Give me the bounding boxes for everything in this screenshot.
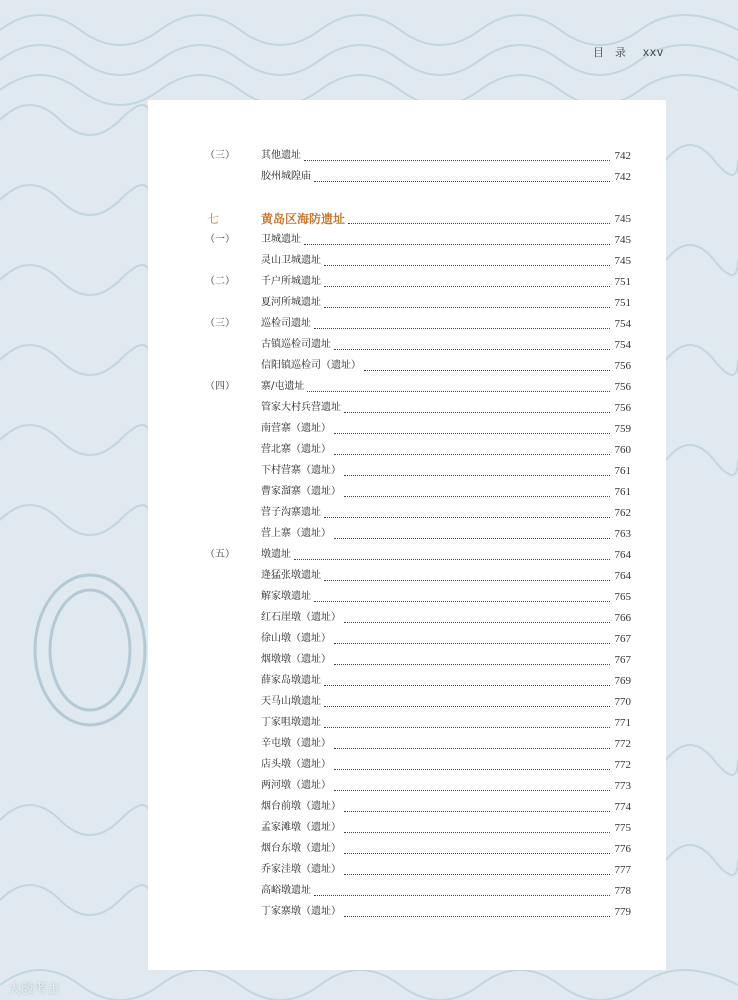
toc-page-number: 764: [613, 545, 632, 565]
toc-title: 逄猛张墩遗址: [261, 566, 324, 586]
toc-leader-dots: [304, 159, 610, 161]
toc-item-row[interactable]: [205, 503, 631, 523]
toc-title: 千户所城遗址: [261, 272, 324, 292]
toc-item-row[interactable]: [205, 692, 631, 712]
toc-leader-dots: [324, 264, 610, 266]
toc-item-row[interactable]: [205, 818, 631, 838]
toc-page-number: 777: [613, 860, 632, 880]
toc-item-row[interactable]: [205, 629, 631, 649]
toc-section-row[interactable]: [205, 209, 631, 229]
toc-subsection-row[interactable]: [205, 545, 631, 565]
toc-leader-dots: [314, 600, 610, 602]
toc-page-number: 759: [613, 419, 632, 439]
toc-title: 管家大村兵营遗址: [261, 398, 344, 418]
toc-page-number: 754: [613, 314, 632, 334]
toc-leader-dots: [307, 390, 610, 392]
toc-leader-dots: [334, 348, 610, 350]
toc-item-row[interactable]: [205, 776, 631, 796]
toc-item-row[interactable]: [205, 335, 631, 355]
toc-leader-dots: [344, 831, 610, 833]
toc-item-row[interactable]: [205, 734, 631, 754]
toc-title: 黄岛区海防遗址: [261, 209, 348, 229]
toc-item-row[interactable]: [205, 524, 631, 544]
toc-title: 辛屯墩（遗址）: [261, 734, 334, 754]
toc-page-number: 745: [613, 209, 632, 229]
toc-page-number: 745: [613, 251, 632, 271]
toc-leader-dots: [334, 768, 610, 770]
toc-title: 徐山墩（遗址）: [261, 629, 334, 649]
toc-page-number: 764: [613, 566, 632, 586]
toc-item-row[interactable]: [205, 482, 631, 502]
toc-title: 解家墩遗址: [261, 587, 314, 607]
toc-number: （三）: [205, 318, 235, 329]
toc-item-row[interactable]: [205, 671, 631, 691]
toc-title: 夏河所城遗址: [261, 293, 324, 313]
toc-leader-dots: [334, 747, 610, 749]
toc-leader-dots: [324, 306, 610, 308]
toc-number: （四）: [205, 381, 235, 392]
toc-title: 墩遗址: [261, 545, 294, 565]
toc-title: 红石崖墩（遗址）: [261, 608, 344, 628]
toc-item-row[interactable]: [205, 293, 631, 313]
toc-title: 古镇巡检司遗址: [261, 335, 334, 355]
toc-page-number: 773: [613, 776, 632, 796]
toc-leader-dots: [324, 726, 610, 728]
toc-number: 七: [207, 212, 220, 226]
toc-title: 其他遗址: [261, 146, 304, 166]
toc-title: 胶州城隍庙: [261, 167, 314, 187]
toc-title: 营北寨（遗址）: [261, 440, 334, 460]
toc-leader-dots: [348, 222, 610, 224]
toc-page-number: 769: [613, 671, 632, 691]
toc-title: 烟台前墩（遗址）: [261, 797, 344, 817]
toc-item-row[interactable]: [205, 755, 631, 775]
toc-leader-dots: [344, 474, 610, 476]
toc-page-number: 767: [613, 629, 632, 649]
toc-subsection-row[interactable]: [205, 377, 631, 397]
toc-page-number: 765: [613, 587, 632, 607]
page-header: [593, 44, 664, 60]
toc-subsection-row[interactable]: [205, 314, 631, 334]
toc-page-number: 756: [613, 377, 632, 397]
toc-number: （二）: [205, 276, 235, 287]
toc-title: 巡检司遗址: [261, 314, 314, 334]
toc-item-row[interactable]: [205, 356, 631, 376]
toc-leader-dots: [344, 915, 610, 917]
header-char: 录: [615, 46, 627, 59]
toc-title: 天马山墩遗址: [261, 692, 324, 712]
toc-page-number: 762: [613, 503, 632, 523]
toc-title: 乔家洼墩（遗址）: [261, 860, 344, 880]
toc-leader-dots: [344, 495, 610, 497]
toc-page-number: 779: [613, 902, 632, 922]
toc-item-row[interactable]: [205, 440, 631, 460]
toc-subsection-row[interactable]: [205, 146, 631, 166]
toc-leader-dots: [334, 789, 610, 791]
toc-title: 孟家滩墩（遗址）: [261, 818, 344, 838]
toc-title: 南营寨（遗址）: [261, 419, 334, 439]
toc-title: 薛家岛墩遗址: [261, 671, 324, 691]
toc-title: 丁家咀墩遗址: [261, 713, 324, 733]
toc-page-number: 761: [613, 482, 632, 502]
toc-leader-dots: [344, 810, 610, 812]
toc-leader-dots: [324, 516, 610, 518]
toc-title: 卫城遗址: [261, 230, 304, 250]
toc-item-row[interactable]: [205, 902, 631, 922]
toc-title: 营上寨（遗址）: [261, 524, 334, 544]
toc-page-number: 766: [613, 608, 632, 628]
toc-leader-dots: [304, 243, 610, 245]
toc-item-row[interactable]: [205, 713, 631, 733]
toc-title: 店头墩（遗址）: [261, 755, 334, 775]
toc-page-number: 778: [613, 881, 632, 901]
toc-subsection-row[interactable]: [205, 230, 631, 250]
toc-title: 寨/屯遗址: [261, 377, 307, 397]
toc-item-row[interactable]: [205, 167, 631, 187]
toc-title: 营子沟寨遗址: [261, 503, 324, 523]
toc-leader-dots: [314, 894, 610, 896]
watermark: 大般考古: [8, 982, 61, 997]
toc-item-row[interactable]: [205, 461, 631, 481]
toc-leader-dots: [334, 642, 610, 644]
toc-page-number: 775: [613, 818, 632, 838]
header-char: 目: [593, 46, 605, 59]
toc-title: 烟台东墩（遗址）: [261, 839, 344, 859]
toc-page-number: 772: [613, 755, 632, 775]
toc-leader-dots: [324, 579, 610, 581]
toc-page-number: 756: [613, 398, 632, 418]
toc-page-number: 742: [613, 167, 632, 187]
page-number: xxv: [643, 45, 664, 59]
toc-item-row[interactable]: [205, 566, 631, 586]
toc-number: （一）: [205, 234, 235, 245]
toc-page-number: 756: [613, 356, 632, 376]
toc-item-row[interactable]: [205, 251, 631, 271]
toc-leader-dots: [294, 558, 610, 560]
toc-leader-dots: [344, 621, 610, 623]
toc-page-number: 776: [613, 839, 632, 859]
toc-page-number: 767: [613, 650, 632, 670]
toc-number: （三）: [205, 150, 235, 161]
toc-page-number: 745: [613, 230, 632, 250]
toc-leader-dots: [334, 537, 610, 539]
toc-page-number: 754: [613, 335, 632, 355]
toc-subsection-row[interactable]: [205, 272, 631, 292]
toc-item-row[interactable]: [205, 797, 631, 817]
toc-title: 曹家溜寨（遗址）: [261, 482, 344, 502]
toc-item-row[interactable]: [205, 881, 631, 901]
toc-item-row[interactable]: [205, 419, 631, 439]
toc-leader-dots: [334, 453, 610, 455]
toc-item-row[interactable]: [205, 587, 631, 607]
toc-item-row[interactable]: [205, 608, 631, 628]
toc-title: 两河墩（遗址）: [261, 776, 334, 796]
toc-item-row[interactable]: [205, 839, 631, 859]
toc-leader-dots: [324, 705, 610, 707]
toc-page-number: 751: [613, 272, 632, 292]
toc-leader-dots: [324, 684, 610, 686]
toc-page-number: 770: [613, 692, 632, 712]
toc-leader-dots: [334, 663, 610, 665]
toc-item-row[interactable]: [205, 860, 631, 880]
toc-page-number: 772: [613, 734, 632, 754]
toc-page-number: 751: [613, 293, 632, 313]
toc-title: 丁家寨墩（遗址）: [261, 902, 344, 922]
toc-leader-dots: [344, 873, 610, 875]
toc-title: 下村营寨（遗址）: [261, 461, 344, 481]
toc-item-row[interactable]: [205, 398, 631, 418]
toc-page-number: 774: [613, 797, 632, 817]
toc-leader-dots: [334, 432, 610, 434]
toc-leader-dots: [324, 285, 610, 287]
toc-leader-dots: [364, 369, 610, 371]
toc-leader-dots: [344, 411, 610, 413]
toc-page-number: 761: [613, 461, 632, 481]
toc-page-number: 742: [613, 146, 632, 166]
toc-leader-dots: [314, 327, 610, 329]
toc-title: 信阳镇巡检司（遗址）: [261, 356, 364, 376]
toc-page-number: 763: [613, 524, 632, 544]
toc-title: 烟墩墩（遗址）: [261, 650, 334, 670]
toc-title: 灵山卫城遗址: [261, 251, 324, 271]
toc-leader-dots: [314, 180, 610, 182]
toc-item-row[interactable]: [205, 650, 631, 670]
toc-title: 高峪墩遗址: [261, 881, 314, 901]
toc-leader-dots: [344, 852, 610, 854]
toc-page-number: 760: [613, 440, 632, 460]
toc-number: （五）: [205, 549, 235, 560]
toc-page-number: 771: [613, 713, 632, 733]
